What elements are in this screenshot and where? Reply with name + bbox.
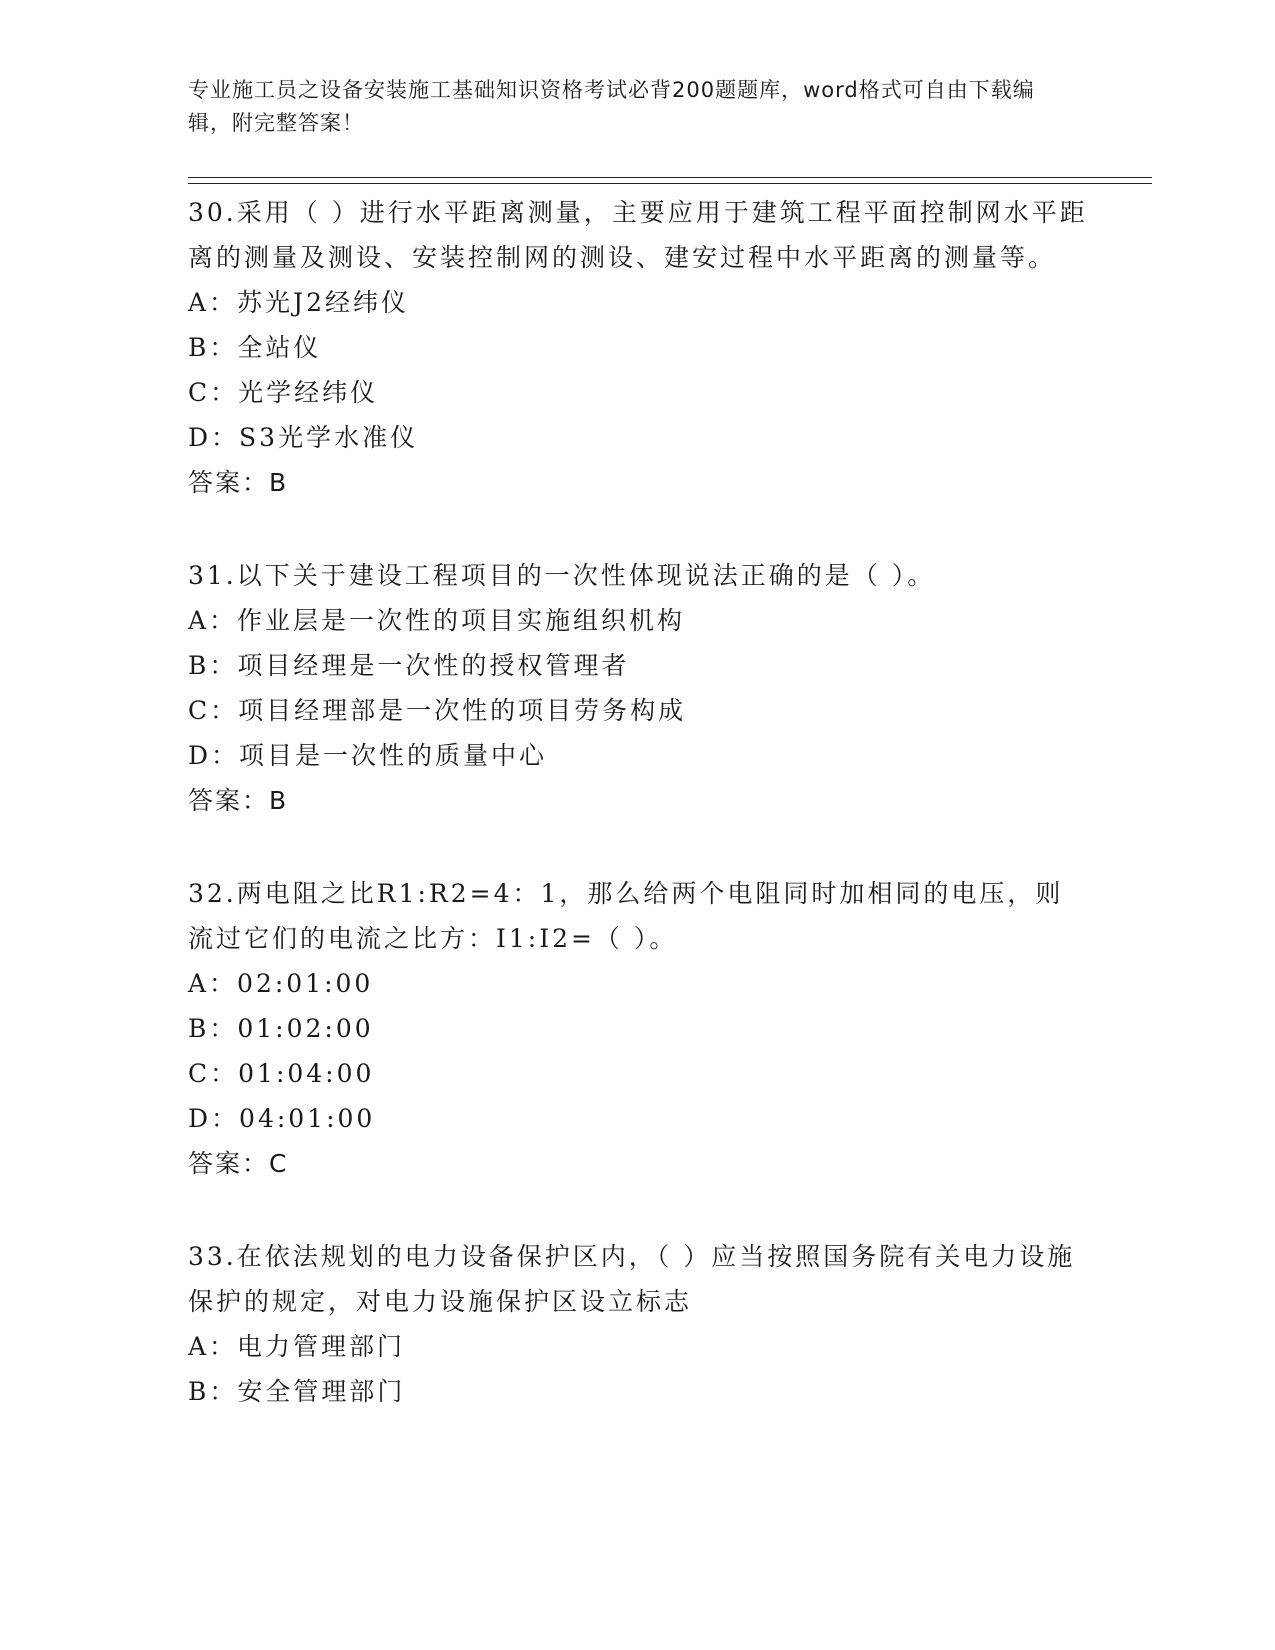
spacer bbox=[188, 1186, 1088, 1234]
question-32 bbox=[188, 871, 1088, 1186]
header-rule-bottom bbox=[188, 183, 1152, 184]
spacer bbox=[188, 823, 1088, 871]
option-d: D：项目是一次性的质量中心 bbox=[188, 741, 548, 770]
spacer bbox=[188, 505, 1088, 553]
answer: 答案：B bbox=[188, 786, 289, 815]
option-d: D：04:01:00 bbox=[188, 1104, 376, 1133]
option-b: B：01:02:00 bbox=[188, 1014, 374, 1043]
option-a: A：02:01:00 bbox=[188, 969, 374, 998]
option-b: B：项目经理是一次性的授权管理者 bbox=[188, 651, 630, 680]
option-b: B：全站仪 bbox=[188, 333, 322, 362]
question-stem: 32.两电阻之比R1:R2=4：1，那么给两个电阻同时加相同的电压，则流过它们的电流之比方：I1:I2=（ ）。 bbox=[188, 879, 1064, 953]
option-d: D：S3光学水准仪 bbox=[188, 423, 419, 452]
option-c: C：01:04:00 bbox=[188, 1059, 375, 1088]
question-stem: 33.在依法规划的电力设备保护区内，（ ）应当按照国务院有关电力设施保护的规定，对电力设施保护区设立标志 bbox=[188, 1242, 1076, 1316]
answer: 答案：C bbox=[188, 1149, 289, 1178]
question-stem: 30.采用（ ）进行水平距离测量，主要应用于建筑工程平面控制网水平距离的测量及测设、安装控制网的测设、建安过程中水平距离的测量等。 bbox=[188, 198, 1088, 272]
option-a: A：作业层是一次性的项目实施组织机构 bbox=[188, 606, 686, 635]
option-b: B：安全管理部门 bbox=[188, 1377, 406, 1406]
document-header: 专业施工员之设备安装施工基础知识资格考试必背200题题库，word格式可自由下载编辑，附完整答案！ bbox=[188, 78, 1035, 135]
option-c: C：光学经纬仪 bbox=[188, 378, 379, 407]
question-list bbox=[188, 190, 1088, 1414]
option-c: C：项目经理部是一次性的项目劳务构成 bbox=[188, 696, 687, 725]
option-a: A：苏光J2经纬仪 bbox=[188, 288, 409, 317]
option-a: A：电力管理部门 bbox=[188, 1332, 406, 1361]
question-stem: 31.以下关于建设工程项目的一次性体现说法正确的是（ ）。 bbox=[188, 561, 936, 590]
question-31 bbox=[188, 553, 1088, 823]
answer: 答案：B bbox=[188, 468, 289, 497]
question-30 bbox=[188, 190, 1088, 505]
header-rule-top bbox=[188, 177, 1152, 178]
question-33 bbox=[188, 1234, 1088, 1414]
